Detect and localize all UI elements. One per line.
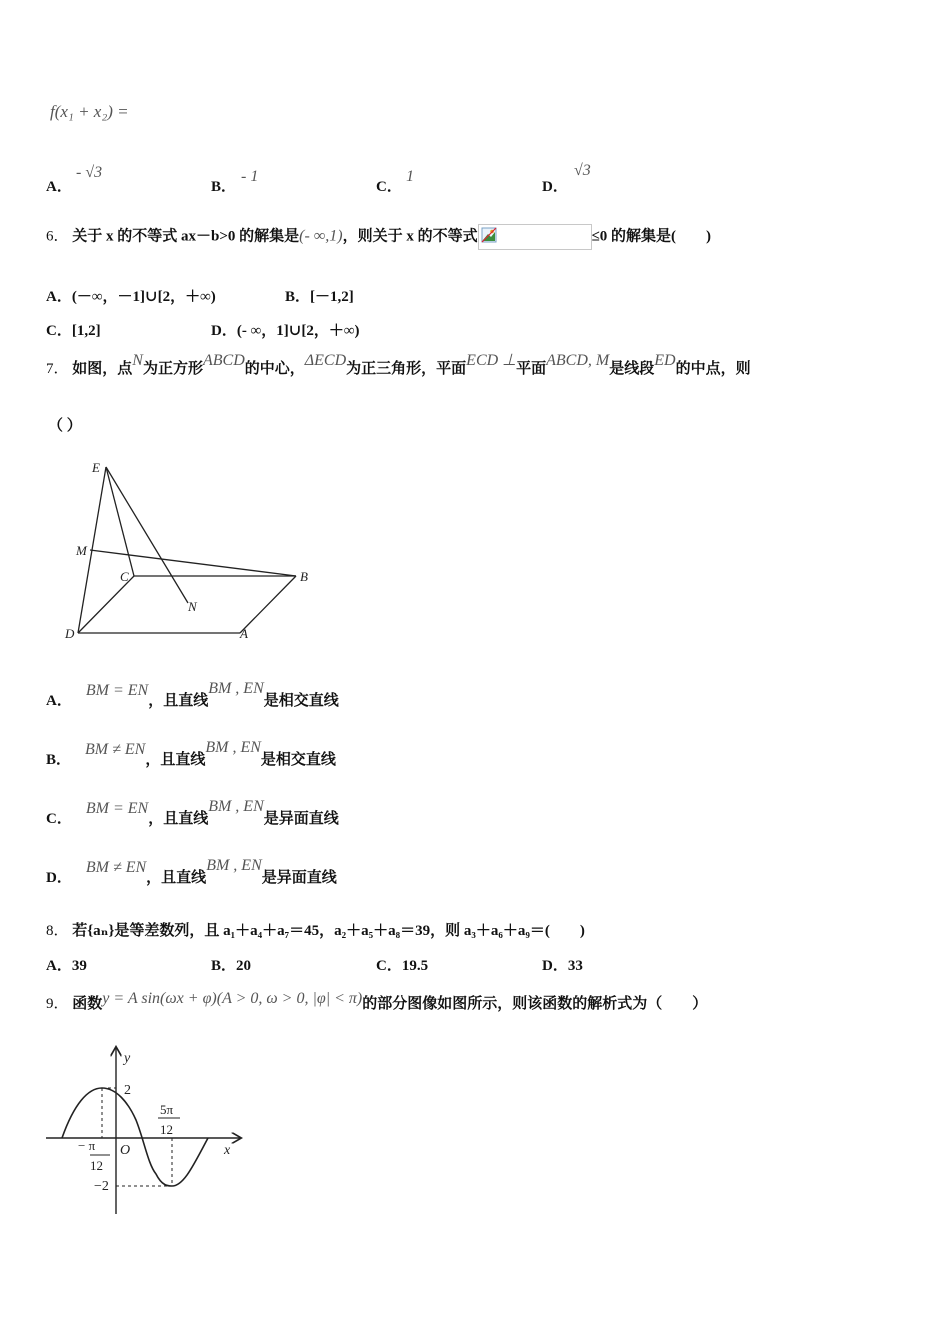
q7-option-d: D．BM ≠ EN，且直线BM , EN是异面直线 <box>46 857 337 886</box>
edge-EC <box>106 467 134 576</box>
q6-text-c: ≤0 的解集是( ) <box>591 228 712 245</box>
q8-option-d: D．33 <box>542 958 583 974</box>
label-neg-two: −2 <box>94 1179 109 1194</box>
label-twelve-right: 12 <box>160 1122 173 1137</box>
label-M: M <box>76 543 87 558</box>
q8-option-c: C．19.5 <box>376 958 429 974</box>
q5-option-b-value: - 1 <box>241 168 259 185</box>
q8-stem: 8． 若{aₙ}是等差数列，且 a₁＋a₄＋a₇＝45，a₂＋a₅＋a₈＝39，则 a₃＋a₆＋a₉＝( ) <box>46 923 585 939</box>
q7-option-b: B．BM ≠ EN，且直线BM , EN是相交直线 <box>46 739 336 768</box>
q5-option-a-value: - √3 <box>76 164 103 181</box>
q7-pyramid-figure <box>60 455 320 645</box>
q6-option-c: C．[1,2] <box>46 323 101 339</box>
edge-AB <box>240 576 296 633</box>
q6-text-b: ，则关于 x 的不等式 <box>342 228 478 245</box>
label-B: B <box>300 569 308 584</box>
q5-option-a-letter: A． <box>46 179 72 195</box>
q7-option-a: A．BM = EN，且直线BM , EN是相交直线 <box>46 680 339 709</box>
q8-option-b: B．20 <box>211 958 252 974</box>
label-x: x <box>224 1143 231 1158</box>
label-two: 2 <box>124 1083 131 1098</box>
q9-stem: 9． 函数y = A sin(ωx + φ)(A > 0, ω > 0, |φ| < π)的部分图像如图所示，则该函数的解析式为（ ） <box>46 990 708 1012</box>
broken-image-icon <box>478 224 592 250</box>
label-D: D <box>65 626 75 641</box>
label-neg-pi: − π <box>78 1138 96 1153</box>
q6-text-a: 关于 x 的不等式 ax－b>0 的解集是 <box>72 228 300 245</box>
label-C: C <box>120 569 129 584</box>
label-origin: O <box>120 1143 131 1158</box>
q5-option-d-value: √3 <box>574 162 591 179</box>
q5-option-c-letter: C． <box>376 179 402 195</box>
sine-curve <box>62 1088 208 1186</box>
q5-option-d-letter: D． <box>542 179 568 195</box>
top-formula: f(x₁ + x₂) = <box>50 102 129 121</box>
label-twelve-left: 12 <box>90 1158 103 1173</box>
label-five-pi: 5π <box>160 1102 174 1117</box>
q5-option-b-letter: B． <box>211 179 237 195</box>
q7-paren: （ ） <box>48 418 82 434</box>
q7-stem: 7． 如图，点N为正方形ABCD的中心，ΔECD为正三角形，平面ECD ⊥平面ABCD, M是线段ED的中点，则 <box>46 352 751 377</box>
q6-math-a: (- ∞,1) <box>299 227 343 245</box>
edge-EN <box>106 467 188 603</box>
label-A: A <box>240 626 248 641</box>
q9-sine-graph <box>44 1044 244 1218</box>
q6-number: 6． <box>46 228 69 245</box>
label-E: E <box>92 460 100 475</box>
label-N: N <box>188 599 197 614</box>
q6-option-b: B．[－1,2] <box>285 289 354 305</box>
q7-option-c: C．BM = EN，且直线BM , EN是异面直线 <box>46 798 339 827</box>
q8-option-a: A．39 <box>46 958 87 974</box>
q6-option-a: A．(－∞，－1]∪[2，＋∞) <box>46 289 216 305</box>
label-y: y <box>124 1051 131 1066</box>
q6-option-d: D．(- ∞，1]∪[2，＋∞) <box>211 323 360 339</box>
q6-stem <box>46 224 711 250</box>
q5-option-c-value: 1 <box>406 168 414 185</box>
